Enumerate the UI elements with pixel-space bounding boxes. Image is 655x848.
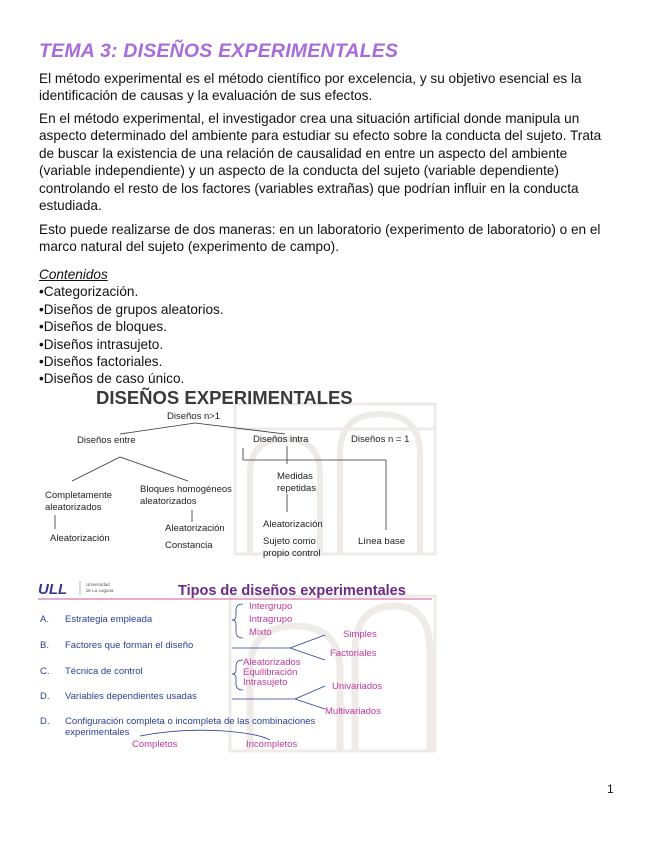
node-diseños-intra: Diseños intra — [253, 434, 309, 445]
logo-subtitle-line2: de La Laguna — [86, 588, 114, 593]
list-item: • Diseños de caso único. — [39, 370, 224, 387]
contents-section — [39, 266, 224, 388]
paragraph-intro: El método experimental es el método científico por excelencia, y su objetivo esencial es la identificación de causas y la evaluación de sus efectos. — [39, 71, 582, 104]
value-mixto: Mixto — [249, 627, 272, 638]
list-item: • Diseños de bloques. — [39, 318, 224, 335]
node-medidas-line2: repetidas — [277, 483, 317, 494]
item-estrategia: Estrategia empleada — [65, 614, 153, 625]
building-watermark — [235, 404, 435, 554]
paragraph-method: En el método experimental, el investigador crea una situación artificial donde manipula un aspecto determinado del ambiente para estudiar su efecto sobre la conducta del sujeto. Trata de buscar la existencia de una relación de causalidad en entre un aspecto del ambiente (variable independiente) y un aspecto de la conducta del sujeto (variable dependiente) controlando el resto de los factores (variables extrañas) que podrían influir en la conducta estudiada. — [39, 111, 602, 214]
value-factoriales: Factoriales — [330, 648, 377, 659]
node-completamente-line2: aleatorizados — [45, 502, 102, 513]
list-item: • Diseños factoriales. — [39, 353, 224, 370]
contents-list — [39, 283, 224, 387]
logo-subtitle-line1: Universidad — [86, 582, 110, 587]
tree-title: DISEÑOS EXPERIMENTALES — [96, 387, 353, 408]
node-medidas-line1: Medidas — [277, 471, 313, 482]
node-linea-base: Línea base — [358, 536, 406, 547]
value-univariados: Univariados — [332, 681, 383, 692]
ull-logo: ULL — [38, 581, 68, 598]
designs-tree-diagram — [0, 384, 655, 564]
item-letter-c: C. — [40, 666, 50, 677]
node-constancia: Constancia — [165, 540, 213, 551]
value-incompletos: Incompletos — [246, 739, 298, 750]
value-multivariados: Multivariados — [325, 706, 381, 717]
list-item: • Categorización. — [39, 283, 224, 300]
item-variables: Variables dependientes usadas — [65, 691, 197, 702]
node-sujeto-line2: propio control — [263, 548, 321, 559]
value-intragrupo: Intragrupo — [249, 614, 293, 625]
list-item: • Diseños intrasujeto. — [39, 336, 224, 353]
node-completamente-line1: Completamente — [45, 490, 113, 501]
node-sujeto-line1: Sujeto como — [263, 536, 316, 547]
node-aleatorizacion-medidas: Aleatorización — [263, 519, 323, 530]
item-letter-b: B. — [40, 640, 49, 651]
paragraph-settings: Esto puede realizarse de dos maneras: en un laboratorio (experimento de laboratorio) o en el marco natural del sujeto (experimento de campo). — [39, 222, 601, 255]
design-types-diagram — [0, 576, 655, 756]
item-letter-d: D. — [40, 691, 50, 702]
item-factores: Factores que forman el diseño — [65, 640, 194, 651]
node-aleatorizacion-completo: Aleatorización — [50, 533, 110, 544]
value-completos: Completos — [132, 739, 178, 750]
item-configuracion-line2: experimentales — [65, 727, 130, 738]
page-number: 1 — [607, 782, 614, 796]
node-diseños-n-mayor-1: Diseños n>1 — [167, 411, 221, 422]
contents-heading: Contenidos — [39, 267, 108, 282]
node-bloques-line2: aleatorizados — [140, 496, 197, 507]
node-diseños-entre: Diseños entre — [77, 435, 136, 446]
document-title: TEMA 3: DISEÑOS EXPERIMENTALES — [39, 40, 399, 62]
node-bloques-line1: Bloques homogéneos — [140, 484, 232, 495]
value-equilibracion: Equilibración — [243, 667, 298, 678]
design-types-title: Tipos de diseños experimentales — [178, 583, 406, 599]
item-letter-d2: D. — [40, 716, 50, 727]
item-configuracion-line1: Configuración completa o incompleta de las combinaciones — [65, 716, 316, 727]
item-letter-a: A. — [40, 614, 49, 625]
value-aleatorizados: Aleatorizados — [243, 657, 301, 668]
value-simples: Simples — [343, 629, 377, 640]
node-diseños-n-1: Diseños n = 1 — [351, 434, 410, 445]
list-item: • Diseños de grupos aleatorios. — [39, 301, 224, 318]
item-control: Técnica de control — [65, 666, 143, 677]
node-aleatorizacion-bloques: Aleatorización — [165, 523, 225, 534]
value-intrasujeto: Intrasujeto — [243, 677, 288, 688]
value-intergrupo: Intergrupo — [249, 601, 293, 612]
